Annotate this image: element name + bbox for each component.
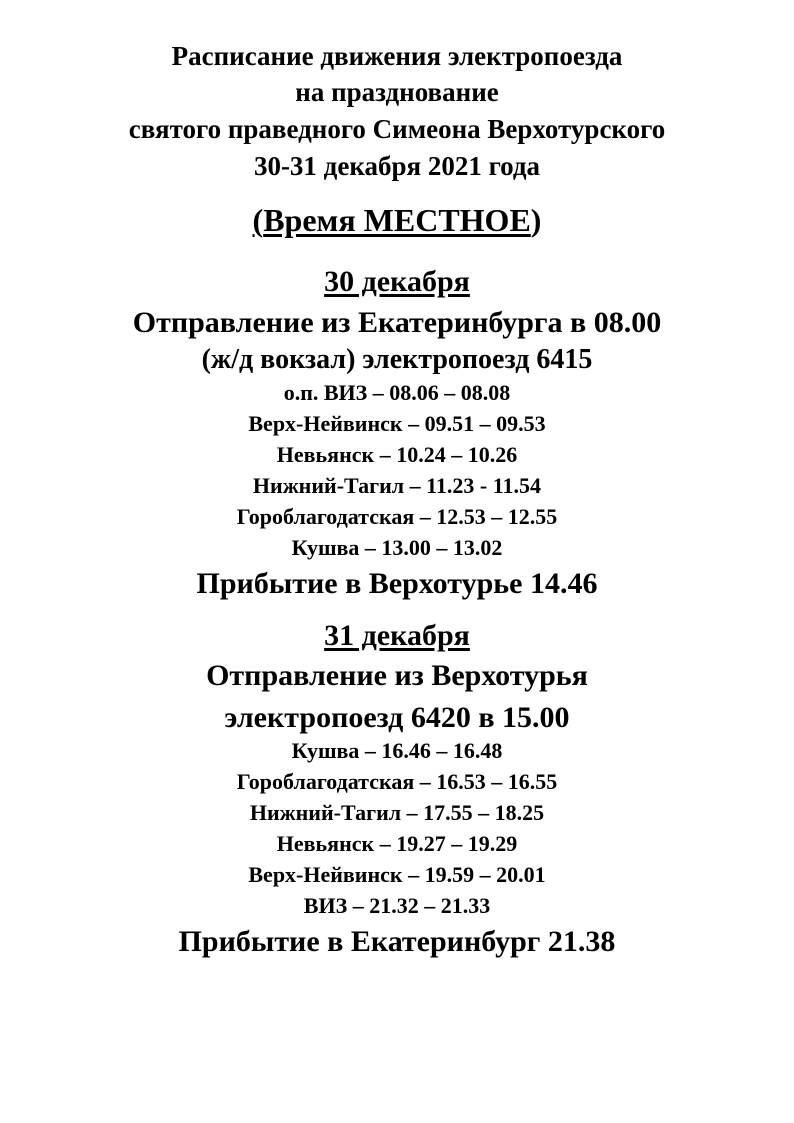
day1-date: 30 декабря [324, 265, 470, 298]
time-note-open: ( [252, 202, 264, 238]
day1-stop: Невьянск – 10.24 – 10.26 [276, 442, 518, 467]
day2-arrival: Прибытие в Екатеринбург 21.38 [178, 925, 616, 958]
time-note-text: Время МЕСТНОЕ [263, 202, 531, 238]
day1-stop: Кушва – 13.00 – 13.02 [291, 535, 503, 560]
day2-stop: Верх-Нейвинск – 19.59 – 20.01 [248, 862, 546, 887]
day1-train: (ж/д вокзал) электропоезд 6415 [201, 344, 593, 375]
day2-stop: Невьянск – 19.27 – 19.29 [276, 831, 518, 856]
day1-stop: Нижний-Тагил – 11.23 - 11.54 [252, 473, 542, 498]
day1-stop: Гороблагодатская – 12.53 – 12.55 [236, 504, 558, 529]
time-note-close: ) [530, 202, 542, 238]
title-line-4: 30-31 декабря 2021 года [253, 151, 541, 181]
day2-stop: Гороблагодатская – 16.53 – 16.55 [236, 769, 558, 794]
time-note [0, 204, 794, 236]
title-line-3: святого праведного Симеона Верхотурского [128, 114, 666, 144]
title-line-1: Расписание движения электропоезда [171, 41, 623, 71]
day2-date: 31 декабря [324, 619, 470, 652]
day2-stop: ВИЗ – 21.32 – 21.33 [303, 893, 491, 918]
day1-departure: Отправление из Екатеринбурга в 08.00 [132, 306, 662, 339]
day2-stop: Нижний-Тагил – 17.55 – 18.25 [249, 800, 545, 825]
day2-stop: Кушва – 16.46 – 16.48 [291, 738, 503, 763]
day1-stop: Верх-Нейвинск – 09.51 – 09.53 [248, 411, 546, 436]
day1-arrival: Прибытие в Верхотурье 14.46 [196, 567, 598, 600]
day1-stop: о.п. ВИЗ – 08.06 – 08.08 [283, 380, 511, 405]
title-line-2: на празднование [295, 77, 499, 107]
day2-train: электропоезд 6420 в 15.00 [224, 701, 570, 734]
day2-departure: Отправление из Верхотурья [206, 659, 588, 692]
